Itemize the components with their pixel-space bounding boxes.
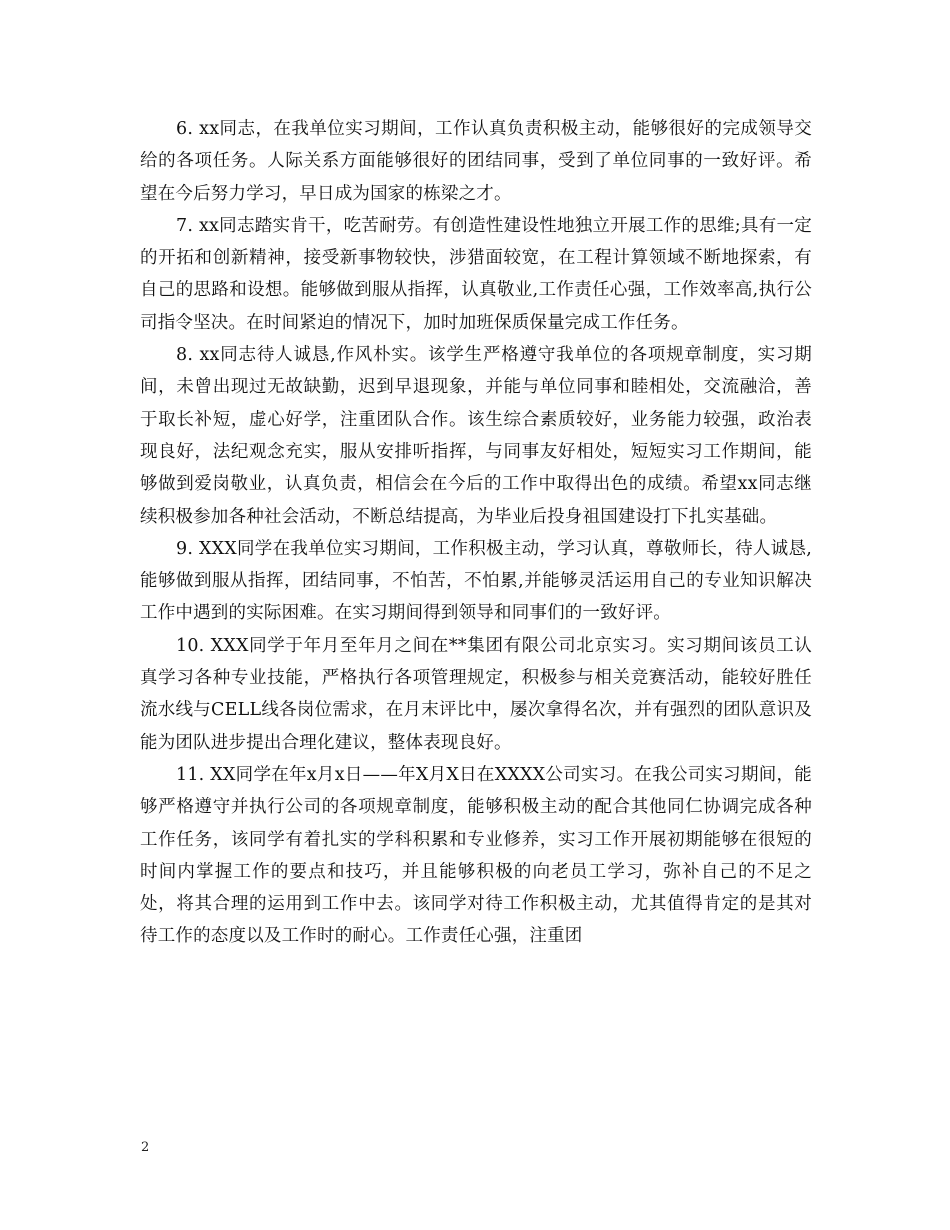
paragraph-11: 11. XX同学在年x月x日——年X月X日在XXXX公司实习。在我公司实习期间，能够严格遵守并执行公司的各项规章制度，能够积极主动的配合其他同仁协调完成各种工作任务，该同学有着扎实的学科积累和专业修养，实习工作开展初期能够在很短的时间内掌握工作的要点和技巧，并且能够积极的向老员工学习，弥补自己的不足之处，将其合理的运用到工作中去。该同学对待工作积极主动，尤其值得肯定的是其对待工作的态度以及工作时的耐心。工作责任心强，注重团 <box>140 764 812 947</box>
paragraph-8: 8. xx同志待人诚恳,作风朴实。该学生严格遵守我单位的各项规章制度，实习期间，未曾出现过无故缺勤，迟到早退现象，并能与单位同事和睦相处，交流融洽，善于取长补短，虚心好学，注重团队合作。该生综合素质较好，业务能力较强，政治表现良好，法纪观念充实，服从安排听指挥，与同事友好相处，短短实习工作期间，能够做到爱岗敬业，认真负责，相信会在今后的工作中取得出色的成绩。希望xx同志继续积极参加各种社会活动，不断总结提高，为毕业后投身祖国建设打下扎实基础。 <box>140 345 812 527</box>
paragraph-6: 6. xx同志，在我单位实习期间，工作认真负责积极主动，能够很好的完成领导交给的各项任务。人际关系方面能够很好的团结同事，受到了单位同事的一致好评。希望在今后努力学习，早日成为国家的栋梁之才。 <box>140 119 812 204</box>
paragraph-10: 10. XXX同学于年月至年月之间在**集团有限公司北京实习。实习期间该员工认真学习各种专业技能，严格执行各项管理规定，积极参与相关竞赛活动，能较好胜任流水线与CELL线各岗位需求，在月末评比中，屡次拿得名次，并有强烈的团队意识及能为团队进步提出合理化建议，整体表现良好。 <box>140 635 812 753</box>
page-number: 2 <box>141 1140 150 1155</box>
document-body <box>140 113 812 953</box>
paragraph-7: 7. xx同志踏实肯干，吃苦耐劳。有创造性建设性地独立开展工作的思维;具有一定的开拓和创新精神，接受新事物较快，涉猎面较宽，在工程计算领域不断地探索，有自己的思路和设想。能够做到服从指挥，认真敬业,工作责任心强，工作效率高,执行公司指令坚决。在时间紧迫的情况下，加时加班保质保量完成工作任务。 <box>140 215 812 333</box>
paragraph-9: 9. XXX同学在我单位实习期间，工作积极主动，学习认真，尊敬师长，待人诚恳,能够做到服从指挥，团结同事，不怕苦，不怕累,并能够灵活运用自己的专业知识解决工作中遇到的实际困难。在实习期间得到领导和同事们的一致好评。 <box>140 538 812 624</box>
